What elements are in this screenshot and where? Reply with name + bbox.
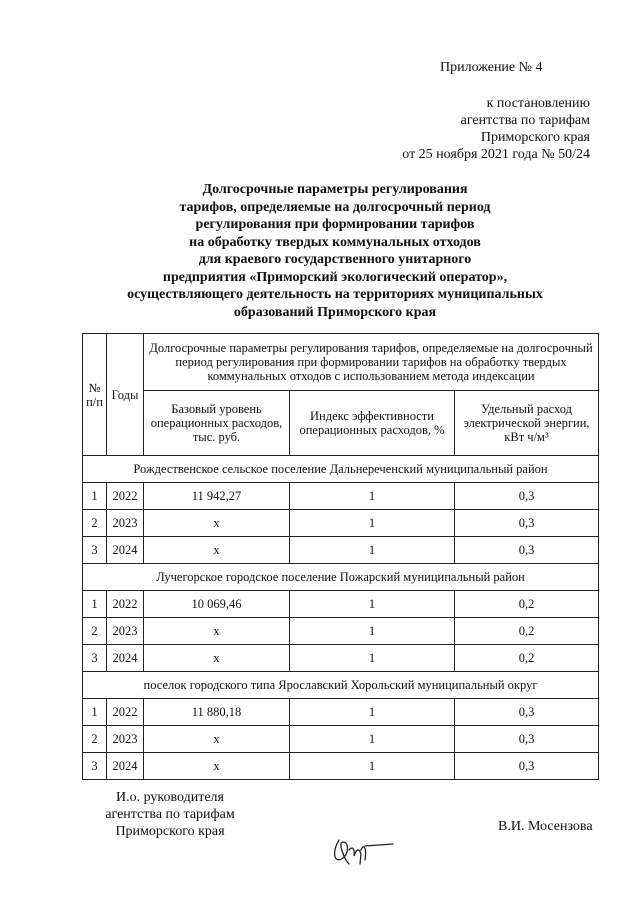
title-line: тарифов, определяемые на долгосрочный период bbox=[179, 199, 491, 215]
table-row bbox=[83, 699, 599, 726]
title-line: на обработку твердых коммунальных отходов bbox=[189, 234, 481, 250]
table-subheader-row bbox=[83, 391, 599, 456]
cell-year: 2022 bbox=[107, 483, 144, 510]
cell-efficiency-index: 1 bbox=[290, 645, 455, 672]
table-row bbox=[83, 726, 599, 753]
handwritten-signature bbox=[325, 820, 395, 875]
cell-base-expenses: х bbox=[144, 618, 290, 645]
section-row bbox=[83, 456, 599, 483]
cell-efficiency-index: 1 bbox=[290, 537, 455, 564]
annex-ref-line: от 25 ноября 2021 года № 50/24 bbox=[402, 147, 590, 162]
cell-year: 2023 bbox=[107, 618, 144, 645]
cell-energy: 0,3 bbox=[455, 753, 599, 780]
annex-ref-line: Приморского края bbox=[480, 130, 590, 145]
cell-energy: 0,3 bbox=[455, 699, 599, 726]
cell-year: 2024 bbox=[107, 753, 144, 780]
cell-energy: 0,3 bbox=[455, 726, 599, 753]
signer-position-line: Приморского края bbox=[115, 824, 225, 839]
signer-position bbox=[85, 789, 255, 840]
section-name: поселок городского типа Ярославский Хорольский муниципальный округ bbox=[83, 672, 599, 699]
title-line: регулирования при формировании тарифов bbox=[195, 217, 475, 232]
table-row bbox=[83, 510, 599, 537]
cell-year: 2022 bbox=[107, 699, 144, 726]
header-efficiency-index: Индекс эффективности операционных расходов, % bbox=[290, 391, 455, 456]
cell-base-expenses: х bbox=[144, 510, 290, 537]
header-base-expenses: Базовый уровень операционных расходов, тыс. руб. bbox=[144, 391, 290, 456]
cell-energy: 0,2 bbox=[455, 591, 599, 618]
cell-energy: 0,3 bbox=[455, 537, 599, 564]
cell-num: 2 bbox=[83, 726, 107, 753]
cell-base-expenses: 11 880,18 bbox=[144, 699, 290, 726]
cell-num: 2 bbox=[83, 618, 107, 645]
table-row bbox=[83, 753, 599, 780]
title-line: для краевого государственного унитарного bbox=[198, 252, 472, 267]
title-line: Долгосрочные параметры регулирования bbox=[202, 182, 468, 197]
signer-position-line: агентства по тарифам bbox=[105, 807, 235, 822]
cell-num: 3 bbox=[83, 753, 107, 780]
cell-base-expenses: х bbox=[144, 726, 290, 753]
cell-year: 2024 bbox=[107, 537, 144, 564]
table-row bbox=[83, 591, 599, 618]
cell-year: 2022 bbox=[107, 591, 144, 618]
table-row bbox=[83, 645, 599, 672]
signer-position-line: И.о. руководителя bbox=[115, 790, 224, 805]
cell-base-expenses: 11 942,27 bbox=[144, 483, 290, 510]
header-group: Долгосрочные параметры регулирования тарифов, определяемые на долгосрочный период регулирования при формировании тарифов на обработку твердых коммунальных отходов с использованием метода индексации bbox=[144, 334, 599, 391]
table-header-row bbox=[83, 334, 599, 391]
cell-num: 3 bbox=[83, 537, 107, 564]
cell-energy: 0,2 bbox=[455, 618, 599, 645]
cell-num: 1 bbox=[83, 483, 107, 510]
cell-num: 1 bbox=[83, 591, 107, 618]
cell-efficiency-index: 1 bbox=[290, 510, 455, 537]
parameters-table bbox=[82, 333, 599, 780]
annex-ref-line: агентства по тарифам bbox=[460, 113, 590, 128]
cell-num: 3 bbox=[83, 645, 107, 672]
table-row bbox=[83, 618, 599, 645]
cell-energy: 0,3 bbox=[455, 510, 599, 537]
cell-base-expenses: х bbox=[144, 753, 290, 780]
cell-year: 2023 bbox=[107, 726, 144, 753]
table-row bbox=[83, 483, 599, 510]
section-name: Лучегорское городское поселение Пожарский муниципальный район bbox=[83, 564, 599, 591]
header-num: № п/п bbox=[83, 334, 107, 456]
section-name: Рождественское сельское поселение Дальнереченский муниципальный район bbox=[83, 456, 599, 483]
cell-num: 2 bbox=[83, 510, 107, 537]
signer-name: В.И. Мосензова bbox=[498, 819, 593, 834]
title-line: осуществляющего деятельность на территориях муниципальных bbox=[127, 287, 543, 302]
title-line: предприятия «Приморский экологический оператор», bbox=[162, 269, 508, 285]
cell-efficiency-index: 1 bbox=[290, 618, 455, 645]
annex-ref-line: к постановлению bbox=[486, 96, 590, 111]
cell-num: 1 bbox=[83, 699, 107, 726]
cell-efficiency-index: 1 bbox=[290, 591, 455, 618]
cell-base-expenses: х bbox=[144, 645, 290, 672]
cell-base-expenses: х bbox=[144, 537, 290, 564]
annex-number: Приложение № 4 bbox=[440, 60, 543, 75]
cell-efficiency-index: 1 bbox=[290, 726, 455, 753]
annex-reference bbox=[380, 95, 590, 163]
cell-year: 2024 bbox=[107, 645, 144, 672]
section-row bbox=[83, 672, 599, 699]
cell-efficiency-index: 1 bbox=[290, 483, 455, 510]
header-energy-consumption: Удельный расход электрической энергии, кВт ч/м³ bbox=[455, 391, 599, 456]
cell-base-expenses: 10 069,46 bbox=[144, 591, 290, 618]
cell-energy: 0,3 bbox=[455, 483, 599, 510]
cell-energy: 0,2 bbox=[455, 645, 599, 672]
cell-efficiency-index: 1 bbox=[290, 699, 455, 726]
header-years: Годы bbox=[107, 334, 144, 456]
title-line: образований Приморского края bbox=[233, 304, 437, 320]
table-row bbox=[83, 537, 599, 564]
section-row bbox=[83, 564, 599, 591]
cell-year: 2023 bbox=[107, 510, 144, 537]
cell-efficiency-index: 1 bbox=[290, 753, 455, 780]
document-title bbox=[80, 181, 590, 321]
